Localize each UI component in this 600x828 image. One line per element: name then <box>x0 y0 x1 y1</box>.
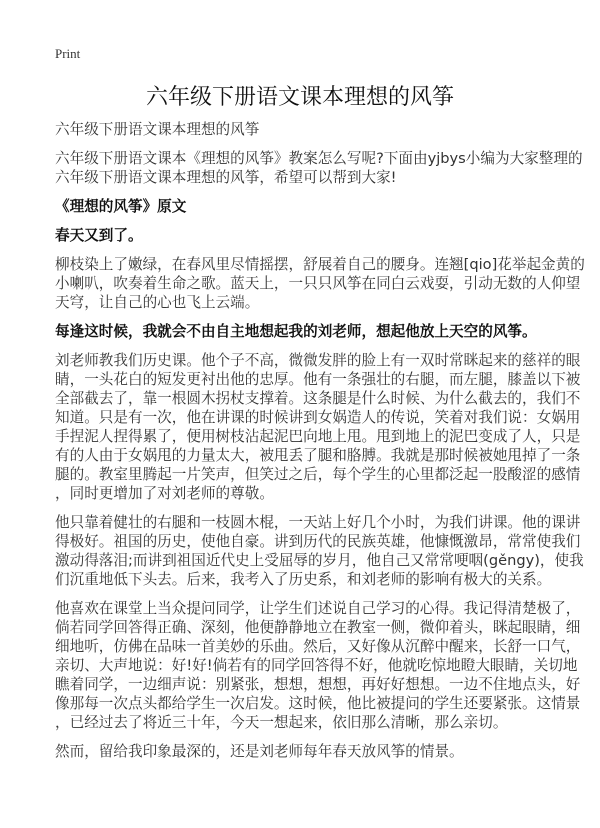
text-line: 知道。只是有一次，他在讲课的时候讲到女娲造人的传说，笑着对我们说：女娲用 <box>55 409 581 426</box>
text-line: 小喇叭，吹奏着生命之歌。蓝天上，一只只风筝在同白云戏耍，引动无数的人仰望 <box>55 275 581 292</box>
text-line: 柳枝染上了嫩绿，在春风里尽情摇摆，舒展着自己的腰身。连翘[qio]花举起金黄的 <box>55 256 585 273</box>
text-line: 他喜欢在课堂上当众提问同学，让学生们述说自己学习的心得。我记得清楚极了， <box>55 600 581 617</box>
text-line: 有的人由于女娲甩的力量太大，被甩丢了腿和胳膊。我就是那时候被她甩掉了一条 <box>55 447 581 464</box>
text-line: 手捏泥人捏得累了，便用树枝沾起泥巴向地上甩。甩到地上的泥巴变成了人，只是 <box>55 428 581 445</box>
text-line: 六年级下册语文课本《理想的风筝》教案怎么写呢?下面由yjbys小编为大家整理的 <box>55 150 583 167</box>
section-heading: 《理想的风筝》原文 <box>55 198 187 215</box>
paragraph-5: 然而，留给我印象最深的，还是刘老师每年春天放风筝的情景。 <box>55 743 464 760</box>
intro-paragraph <box>55 149 583 187</box>
text-line: ，已经过去了将近三十年，今天一想起来，依旧那么清晰，那么亲切。 <box>55 714 508 731</box>
text-line: 六年级下册语文课本理想的风筝，希望可以帮到大家! <box>55 169 397 186</box>
bold-paragraph-spring: 春天又到了。 <box>55 227 143 244</box>
text-line: 亲切、大声地说：好!好!倘若有的同学回答得不好，他就吃惊地瞪大眼睛，关切地 <box>55 657 578 674</box>
text-line: 他只靠着健壮的右腿和一枝圆木棍，一天站上好几个小时，为我们讲课。他的课讲 <box>55 514 581 531</box>
paragraph-4 <box>55 599 581 732</box>
text-line: 瞧着同学，一边细声说：别紧张，想想，想想，再好好想想。一边不住地点头，好 <box>55 676 581 693</box>
page-title: 六年级下册语文课本理想的风筝 <box>145 85 454 110</box>
text-line: 细地听，仿佛在品味一首美妙的乐曲。然后，又好像从沉醉中醒来，长舒一口气， <box>55 638 581 655</box>
text-line: 全部截去了，靠一根圆木拐杖支撑着。这条腿是什么时候、为什么截去的，我们不 <box>55 390 581 407</box>
text-line: 刘老师教我们历史课。他个子不高，微微发胖的脸上有一双时常眯起来的慈祥的眼 <box>55 352 581 369</box>
text-line: ，同时更增加了对刘老师的尊敬。 <box>55 485 274 502</box>
text-line: 们沉重地低下头去。后来，我考入了历史系，和刘老师的影响有极大的关系。 <box>55 571 552 588</box>
article-body <box>55 120 585 771</box>
paragraph-2 <box>55 351 581 503</box>
text-line: 腿的。教室里腾起一片笑声，但笑过之后，每个学生的心里都泛起一股酸涩的感情 <box>55 466 581 483</box>
text-line: 激动得落泪;而讲到祖国近代史上受屈辱的岁月，他自己又常常哽咽(gěngy)，使我 <box>55 552 584 569</box>
bold-paragraph-memory: 每逢这时候，我就会不由自主地想起我的刘老师，想起他放上天空的风筝。 <box>55 323 537 340</box>
paragraph-1 <box>55 255 585 312</box>
text-line: 天穹，让自己的心也飞上云端。 <box>55 294 260 311</box>
paragraph-3 <box>55 513 584 589</box>
text-line: 倘若同学回答得正确、深刻，他便静静地立在教室一侧，微仰着头，眯起眼睛，细 <box>55 619 581 636</box>
text-line: 像那每一次点头都给学生一次启发。这时候，他比被提问的学生还要紧张。这情景 <box>55 695 581 712</box>
print-link[interactable]: Print <box>55 46 81 61</box>
text-line: 得极好。祖国的历史，使他自豪。讲到历代的民族英雄，他慷慨激昂，常常使我们 <box>55 533 581 550</box>
subtitle: 六年级下册语文课本理想的风筝 <box>55 121 260 138</box>
text-line: 睛，一头花白的短发更衬出他的忠厚。他有一条强壮的右腿，而左腿，膝盖以下被 <box>55 371 581 388</box>
